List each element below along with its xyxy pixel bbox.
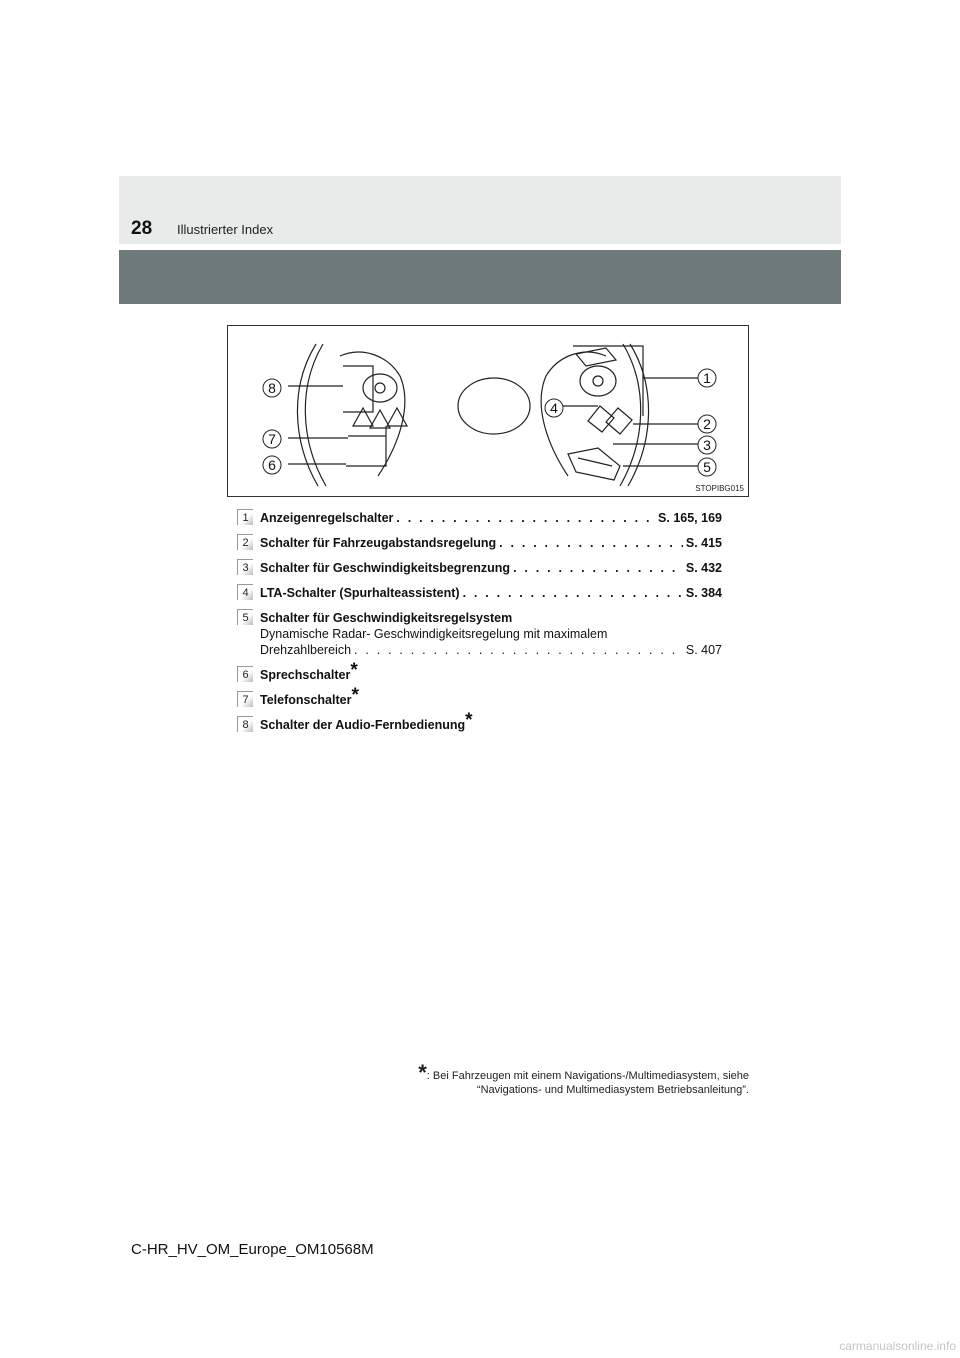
entry-number: 2 bbox=[237, 534, 253, 550]
entry-sub-label: Dynamische Radar- Geschwindigkeitsregelung mit maximalem bbox=[260, 627, 608, 641]
callout-2 bbox=[698, 415, 716, 433]
entry-label: Schalter für Fahrzeugabstandsregelung bbox=[260, 536, 497, 550]
footnote-line-1: : Bei Fahrzeugen mit einem Navigations-/Multimediasystem, siehe bbox=[426, 1070, 749, 1082]
callout-6 bbox=[263, 456, 281, 474]
asterisk-icon: * bbox=[351, 685, 359, 706]
entry-sub-label: Drehzahlbereich bbox=[260, 643, 352, 657]
svg-text:1: 1 bbox=[703, 370, 711, 386]
index-entry bbox=[237, 710, 722, 733]
callout-5 bbox=[698, 458, 716, 476]
asterisk-icon: * bbox=[465, 710, 473, 731]
svg-text:5: 5 bbox=[703, 459, 711, 475]
page-reference[interactable]: S. 432 bbox=[685, 561, 722, 575]
entry-number: 5 bbox=[237, 609, 253, 625]
index-entry bbox=[237, 560, 722, 576]
entry-label: Schalter der Audio-Fernbedienung bbox=[260, 718, 466, 732]
callout-7 bbox=[263, 430, 281, 448]
asterisk-icon: * bbox=[418, 1060, 427, 1085]
callout-3 bbox=[698, 436, 716, 454]
callout-8 bbox=[263, 379, 281, 397]
index-entry bbox=[237, 660, 722, 683]
footnote bbox=[418, 1060, 749, 1097]
index-entry bbox=[237, 610, 722, 658]
entry-number: 3 bbox=[237, 559, 253, 575]
svg-text:2: 2 bbox=[703, 416, 711, 432]
entry-label: Schalter für Geschwindigkeitsregelsystem bbox=[260, 611, 513, 625]
entry-label: Telefonschalter bbox=[260, 693, 352, 707]
index-entry bbox=[237, 685, 722, 708]
index-entry bbox=[237, 510, 722, 526]
entry-label: Anzeigenregelschalter bbox=[260, 511, 394, 525]
svg-text:7: 7 bbox=[268, 431, 276, 447]
dot-leader bbox=[499, 535, 683, 551]
page-reference[interactable]: S. 165, 169 bbox=[658, 511, 722, 525]
svg-text:8: 8 bbox=[268, 380, 276, 396]
entry-label: Schalter für Geschwindigkeitsbegrenzung bbox=[260, 561, 511, 575]
index-entry bbox=[237, 585, 722, 601]
entry-number: 7 bbox=[237, 691, 253, 707]
steering-wheel-figure bbox=[227, 325, 749, 497]
svg-text:6: 6 bbox=[268, 457, 276, 473]
document-id: C-HR_HV_OM_Europe_OM10568M bbox=[131, 1241, 374, 1258]
dot-leader bbox=[354, 642, 683, 658]
page-reference[interactable]: S. 384 bbox=[685, 586, 722, 600]
footnote-line-2: “Navigations- und Multimediasystem Betriebsanleitung”. bbox=[476, 1084, 749, 1096]
page-reference[interactable]: S. 415 bbox=[685, 536, 722, 550]
callout-1 bbox=[698, 369, 716, 387]
dot-leader bbox=[513, 560, 683, 576]
page-reference[interactable]: S. 407 bbox=[685, 643, 722, 657]
svg-text:4: 4 bbox=[550, 400, 558, 416]
figure-code: STOPIBG015 bbox=[695, 484, 744, 493]
entry-number: 6 bbox=[237, 666, 253, 682]
index-entry bbox=[237, 535, 722, 551]
index-entries bbox=[237, 510, 722, 742]
watermark: carmanualsonline.info bbox=[839, 1339, 956, 1353]
page-number: 28 bbox=[131, 218, 153, 239]
entry-number: 4 bbox=[237, 584, 253, 600]
steering-wheel-illustration bbox=[228, 326, 748, 496]
section-title: Illustrierter Index bbox=[177, 222, 274, 237]
entry-number: 1 bbox=[237, 509, 253, 525]
dot-leader bbox=[463, 585, 683, 601]
entry-number: 8 bbox=[237, 716, 253, 732]
svg-text:3: 3 bbox=[703, 437, 711, 453]
dot-leader bbox=[396, 510, 655, 526]
asterisk-icon: * bbox=[350, 660, 358, 681]
header-dark-band bbox=[119, 250, 841, 304]
entry-label: Sprechschalter bbox=[260, 668, 351, 682]
callout-4 bbox=[545, 399, 563, 417]
entry-label: LTA-Schalter (Spurhalteassistent) bbox=[260, 586, 460, 600]
